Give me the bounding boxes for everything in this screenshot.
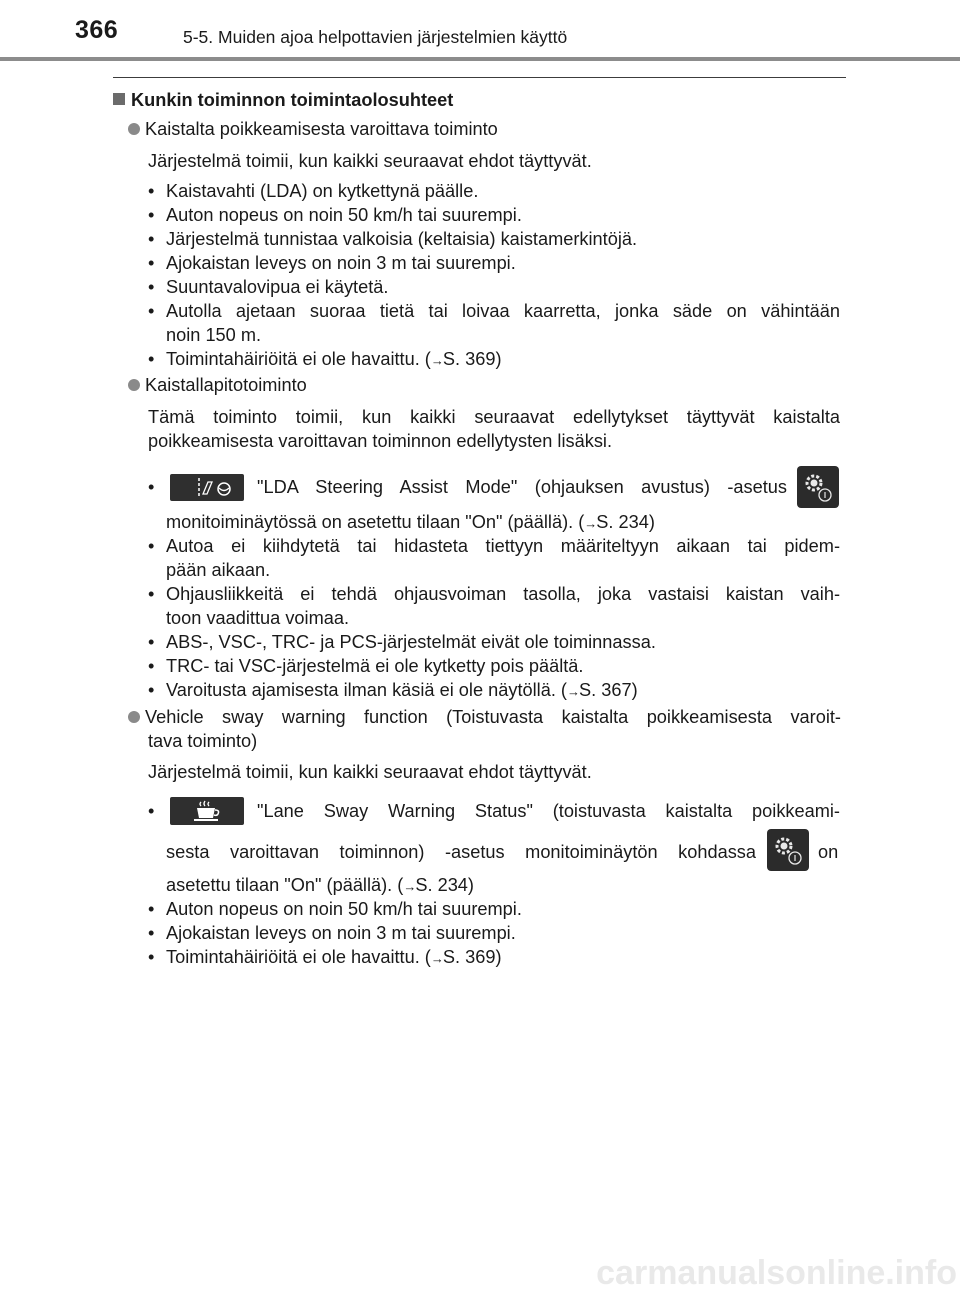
section-divider <box>113 77 846 78</box>
list-item: • Järjestelmä tunnistaa valkoisia (keltaisia) kaistamerkintöjä. <box>148 229 638 249</box>
list-item: • Autolla ajetaan suoraa tietä tai loivaa kaarretta, jonka säde on vähintään <box>148 301 840 321</box>
watermark-logo <box>0 1255 960 1299</box>
list-item: • ABS-, VSC-, TRC- ja PCS-järjestelmät eivät ole toiminnassa. <box>148 632 656 652</box>
arrow-icon: → <box>567 684 579 699</box>
list-item: • Auton nopeus on noin 50 km/h tai suurempi. <box>148 899 522 919</box>
subsection-heading-lka <box>128 373 307 398</box>
list-item: • Autoa ei kiihdytetä tai hidasteta tiettyyn määriteltyyn aikaan tai pidem- <box>148 536 840 556</box>
page-reference-link[interactable]: S. 369) <box>442 947 502 967</box>
lda-steering-assist-icon <box>170 474 244 501</box>
page-reference-link[interactable]: S. 367) <box>579 680 638 700</box>
coffee-cup-icon <box>170 797 244 825</box>
paragraph: Tämä toiminto toimii, kun kaikki seuraavat edellytykset täyttyvät kaistalta <box>148 407 840 427</box>
svg-text:carmanualsonline.info: carmanualsonline.info <box>596 1255 957 1292</box>
list-item-continuation: toon vaadittua voimaa. <box>166 608 350 628</box>
subsection-heading-text: Kaistalta poikkeamisesta varoittava toiminto <box>145 119 498 139</box>
subsection-heading-text: Kaistallapitotoiminto <box>145 375 307 395</box>
list-item: • Suuntavalovipua ei käytetä. <box>148 277 389 297</box>
circle-bullet-icon <box>128 711 140 723</box>
list-item: • Varoitusta ajamisesta ilman käsiä ei ole näytöllä. (→S. 367) <box>148 680 638 700</box>
paragraph: Järjestelmä toimii, kun kaikki seuraavat ehdot täyttyvät. <box>148 151 592 171</box>
list-item: • Ajokaistan leveys on noin 3 m tai suurempi. <box>148 923 516 943</box>
list-item-text: "Lane Sway Warning Status" (toistuvasta kaistalta poikkeami- <box>257 801 840 821</box>
settings-gear-icon <box>797 466 839 508</box>
list-item: • Toimintahäiriöitä ei ole havaittu. (→S. 369) <box>148 349 502 369</box>
settings-gear-icon <box>767 829 809 871</box>
list-item: • Ajokaistan leveys on noin 3 m tai suurempi. <box>148 253 516 273</box>
arrow-icon: → <box>430 353 443 368</box>
arrow-icon: → <box>584 516 597 531</box>
arrow-icon: → <box>430 951 443 966</box>
list-item: • <box>148 801 155 821</box>
section-heading <box>113 88 453 113</box>
chapter-title: 5-5. Muiden ajoa helpottavien järjestelmien käyttö <box>183 27 568 47</box>
header-rule <box>0 57 960 61</box>
list-item: • Toimintahäiriöitä ei ole havaittu. (→S. 369) <box>148 947 502 967</box>
circle-bullet-icon <box>128 123 140 135</box>
list-item: • Kaistavahti (LDA) on kytkettynä päälle. <box>148 181 479 201</box>
subsection-heading-continuation: tava toiminto) <box>148 731 258 751</box>
list-item-continuation: monitoiminäytössä on asetettu tilaan "On" (päällä). (→S. 234) <box>166 512 655 532</box>
paragraph-continuation: poikkeamisesta varoittavan toiminnon edellytysten lisäksi. <box>148 431 613 451</box>
subsection-heading-lda <box>128 117 498 142</box>
square-bullet-icon <box>113 93 125 105</box>
section-heading-text: Kunkin toiminnon toimintaolosuhteet <box>131 90 454 110</box>
paragraph: Järjestelmä toimii, kun kaikki seuraavat ehdot täyttyvät. <box>148 762 592 782</box>
list-item-continuation: noin 150 m. <box>166 325 262 345</box>
list-item-continuation: asetettu tilaan "On" (päällä). (→S. 234) <box>166 875 474 895</box>
list-item-continuation: pään aikaan. <box>166 560 271 580</box>
list-item: • <box>148 477 155 497</box>
list-item-text: on <box>818 842 839 862</box>
list-item-text: "LDA Steering Assist Mode" (ohjauksen avustus) -asetus <box>257 477 787 497</box>
subsection-heading-sway <box>128 705 841 730</box>
arrow-icon: → <box>403 879 416 894</box>
list-item-continuation: sesta varoittavan toiminnon) -asetus monitoiminäytön kohdassa <box>166 842 756 862</box>
page-header <box>0 0 960 62</box>
page-reference-link[interactable]: S. 234) <box>596 512 655 532</box>
list-item: • TRC- tai VSC-järjestelmä ei ole kytketty pois päältä. <box>148 656 584 676</box>
page-number: 366 <box>75 16 119 44</box>
subsection-heading-text: Vehicle sway warning function (Toistuvasta kaistalta poikkeamisesta varoit- <box>145 707 841 727</box>
circle-bullet-icon <box>128 379 140 391</box>
page-reference-link[interactable]: S. 369) <box>442 349 502 369</box>
list-item: • Auton nopeus on noin 50 km/h tai suurempi. <box>148 205 522 225</box>
list-item: • Ohjausliikkeitä ei tehdä ohjausvoiman tasolla, joka vastaisi kaistan vaih- <box>148 584 840 604</box>
page-reference-link[interactable]: S. 234) <box>415 875 474 895</box>
